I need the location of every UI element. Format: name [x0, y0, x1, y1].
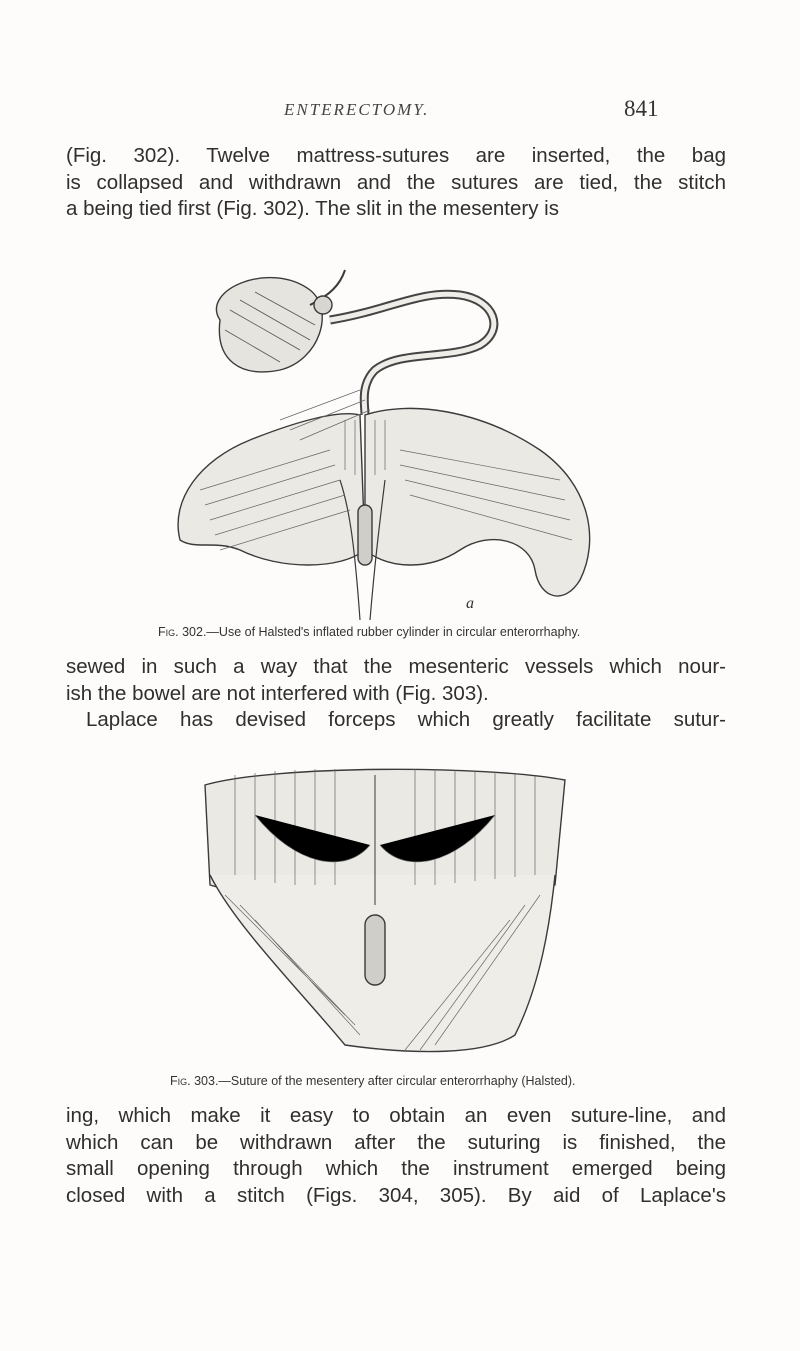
text-line: ing, which make it easy to obtain an even suture-line, and [66, 1104, 726, 1127]
running-head [0, 96, 800, 126]
text-line: a being tied first (Fig. 302). The slit in the mesentery is [66, 197, 559, 220]
text-line: (Fig. 302). Twelve mattress-sutures are inserted, the bag [66, 144, 726, 167]
text-line: Laplace has devised forceps which greatly facilitate sutur- [86, 708, 726, 731]
figure-303-caption [170, 1074, 576, 1088]
paragraph-2 [66, 654, 726, 734]
figure-annotation-a: a [466, 595, 474, 612]
paragraph-1 [66, 143, 726, 223]
text-line: is collapsed and withdrawn and the sutures are tied, the stitch [66, 170, 726, 194]
rubber-tube [330, 294, 494, 415]
text-line: small opening through which the instrument emerged being [66, 1157, 726, 1180]
figure-303-illustration [195, 755, 570, 1065]
figure-302-label: Fig. 302. [158, 625, 207, 639]
figure-302-caption [158, 625, 580, 639]
figure-302-caption-text: —Use of Halsted's inflated rubber cylinder in circular enterorrhaphy. [206, 625, 581, 639]
text-line: which can be withdrawn after the suturing is finished, the [66, 1130, 726, 1154]
figure-302-illustration [160, 250, 610, 625]
rubber-bulb [216, 278, 322, 372]
page-number: 841 [624, 96, 659, 121]
running-title: ENTERECTOMY. [284, 100, 430, 119]
figure-303-caption-text: —Suture of the mesentery after circular enterorrhaphy (Halsted). [218, 1074, 576, 1088]
bowel-right [365, 408, 590, 596]
paragraph-3 [66, 1103, 726, 1209]
text-line: closed with a stitch (Figs. 304, 305). By aid of Laplace's [66, 1183, 726, 1207]
figure-303-label: Fig. 303. [170, 1074, 219, 1088]
bowel-left [178, 414, 365, 565]
text-line: ish the bowel are not interfered with (Fig. 303). [66, 681, 489, 705]
text-line: sewed in such a way that the mesenteric vessels which nour- [66, 655, 726, 678]
